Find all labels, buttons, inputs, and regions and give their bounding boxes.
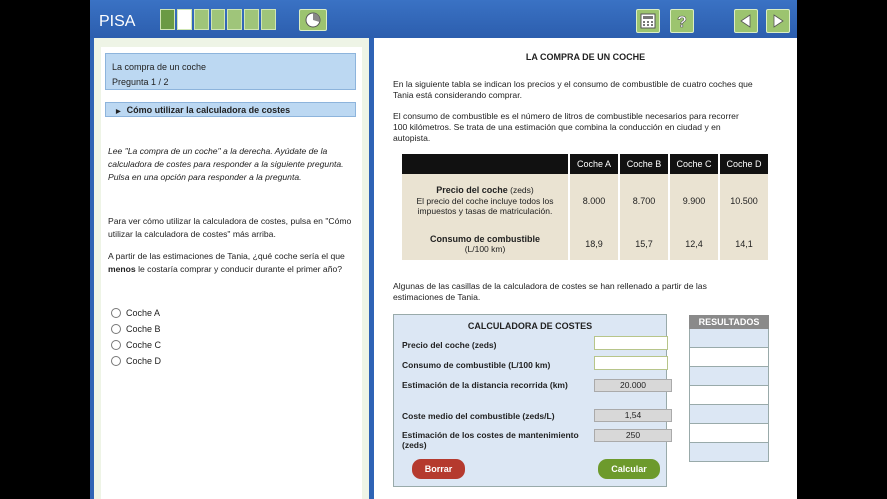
intro-paragraph-2: El consumo de combustible es el número de litros de combustible necesarios para recorrer 100 kilómetros. Se trata de una estimación que combina la conducción en ciudad y en autopista. (393, 111, 739, 143)
row-label-price: Precio del coche (zeds) El precio del coche incluye todos los impuestos y tasas de matriculación. (402, 174, 568, 228)
previous-button[interactable] (734, 9, 758, 33)
option-coche-a[interactable]: Coche A (111, 305, 161, 321)
svg-text:?: ? (677, 14, 687, 30)
pisa-app (90, 0, 797, 499)
distance-value: 20.000 (594, 379, 672, 392)
nav-box[interactable] (194, 9, 209, 30)
result-cell (689, 405, 769, 424)
nav-box-current[interactable] (177, 9, 192, 30)
table-header: Coche A (570, 154, 618, 174)
stimulus-panel (374, 38, 797, 499)
calculator-button[interactable] (636, 9, 660, 33)
question-navigator (160, 9, 276, 30)
next-button[interactable] (766, 9, 790, 33)
radio-button[interactable] (111, 340, 121, 350)
nav-box[interactable] (244, 9, 259, 30)
question-panel (94, 38, 369, 499)
price-label: Precio del coche (zeds) (402, 340, 497, 350)
result-cell (689, 443, 769, 462)
timer-button[interactable] (299, 9, 327, 31)
radio-button[interactable] (111, 356, 121, 366)
option-coche-d[interactable]: Coche D (111, 353, 161, 369)
distance-label: Estimación de la distancia recorrida (km) (402, 380, 568, 390)
clock-icon (305, 12, 321, 28)
table-header: Coche C (670, 154, 718, 174)
calculator-tip: Para ver cómo utilizar la calculadora de costes, pulsa en "Cómo utilizar la calculadora de costes" más arriba. (108, 216, 352, 239)
consumption-label: Consumo de combustible (L/100 km) (402, 360, 551, 370)
question-panel-inner (101, 47, 362, 499)
table-header: Coche D (720, 154, 768, 174)
nav-box[interactable] (211, 9, 226, 30)
unit-title-box (105, 53, 356, 90)
result-cell (689, 386, 769, 405)
answer-options (111, 305, 161, 369)
arrow-left-icon (738, 13, 754, 29)
table-cell: 8.700 (620, 174, 668, 228)
table-cell: 12,4 (670, 228, 718, 260)
logo: PISA (99, 13, 136, 30)
radio-button[interactable] (111, 324, 121, 334)
result-cell (689, 424, 769, 443)
table-corner (402, 154, 568, 174)
arrow-right-icon (770, 13, 786, 29)
result-cell (689, 329, 769, 348)
table-cell: 14,1 (720, 228, 768, 260)
car-price-table (400, 154, 770, 260)
intro-paragraph-1: En la siguiente tabla se indican los precios y el consumo de combustible de cuatro coches que Tania está considerando comprar. (393, 79, 753, 100)
question-text: A partir de las estimaciones de Tania, ¿qué coche sería el que menos le costaría comprar y conducir durante el primer año? (108, 251, 345, 274)
option-coche-b[interactable]: Coche B (111, 321, 161, 337)
table-cell: 18,9 (570, 228, 618, 260)
unit-title: La compra de un coche (112, 62, 207, 72)
nav-box[interactable] (160, 9, 175, 30)
cost-calculator (393, 314, 667, 487)
triangle-right-icon: ▶ (116, 109, 121, 115)
table-header: Coche B (620, 154, 668, 174)
radio-button[interactable] (111, 308, 121, 318)
instructions: Lee "La compra de un coche" a la derecha. Ayúdate de la calculadora de costes para responder a la siguiente pregunta. Pulsa en una opción para responder a la pregunta. (108, 146, 344, 182)
howto-calculator-link[interactable] (105, 102, 356, 117)
maintenance-label: Estimación de los costes de mantenimiento (zeds) (402, 430, 579, 450)
price-input[interactable] (594, 336, 668, 350)
table-cell: 15,7 (620, 228, 668, 260)
question-number: Pregunta 1 / 2 (112, 77, 169, 87)
fuel-cost-value: 1,54 (594, 409, 672, 422)
stimulus-title: LA COMPRA DE UN COCHE (525, 52, 646, 62)
results-column (689, 315, 769, 462)
maintenance-value: 250 (594, 429, 672, 442)
nav-box[interactable] (227, 9, 242, 30)
row-label-consumption: Consumo de combustible (L/100 km) (402, 228, 568, 260)
table-row (402, 228, 768, 260)
table-cell: 10.500 (720, 174, 768, 228)
calculator-icon (639, 12, 657, 30)
fuel-cost-label: Coste medio del combustible (zeds/L) (402, 411, 555, 421)
howto-label: Cómo utilizar la calculadora de costes (126, 105, 291, 115)
table-cell: 8.000 (570, 174, 618, 228)
consumption-input[interactable] (594, 356, 668, 370)
result-cell (689, 367, 769, 386)
option-coche-c[interactable]: Coche C (111, 337, 161, 353)
calculator-title: CALCULADORA DE COSTES (467, 321, 593, 331)
help-button[interactable] (670, 9, 694, 33)
result-cell (689, 348, 769, 367)
table-row (402, 174, 768, 228)
header-bar (90, 0, 797, 38)
clear-button[interactable]: Borrar (412, 459, 465, 479)
intro-paragraph-3: Algunas de las casillas de la calculadora de costes se han rellenado a partir de las estimaciones de Tania. (393, 281, 707, 302)
nav-box[interactable] (261, 9, 276, 30)
question-mark-icon (673, 12, 691, 30)
calculate-button[interactable]: Calcular (598, 459, 660, 479)
table-cell: 9.900 (670, 174, 718, 228)
results-title: RESULTADOS (689, 315, 769, 329)
